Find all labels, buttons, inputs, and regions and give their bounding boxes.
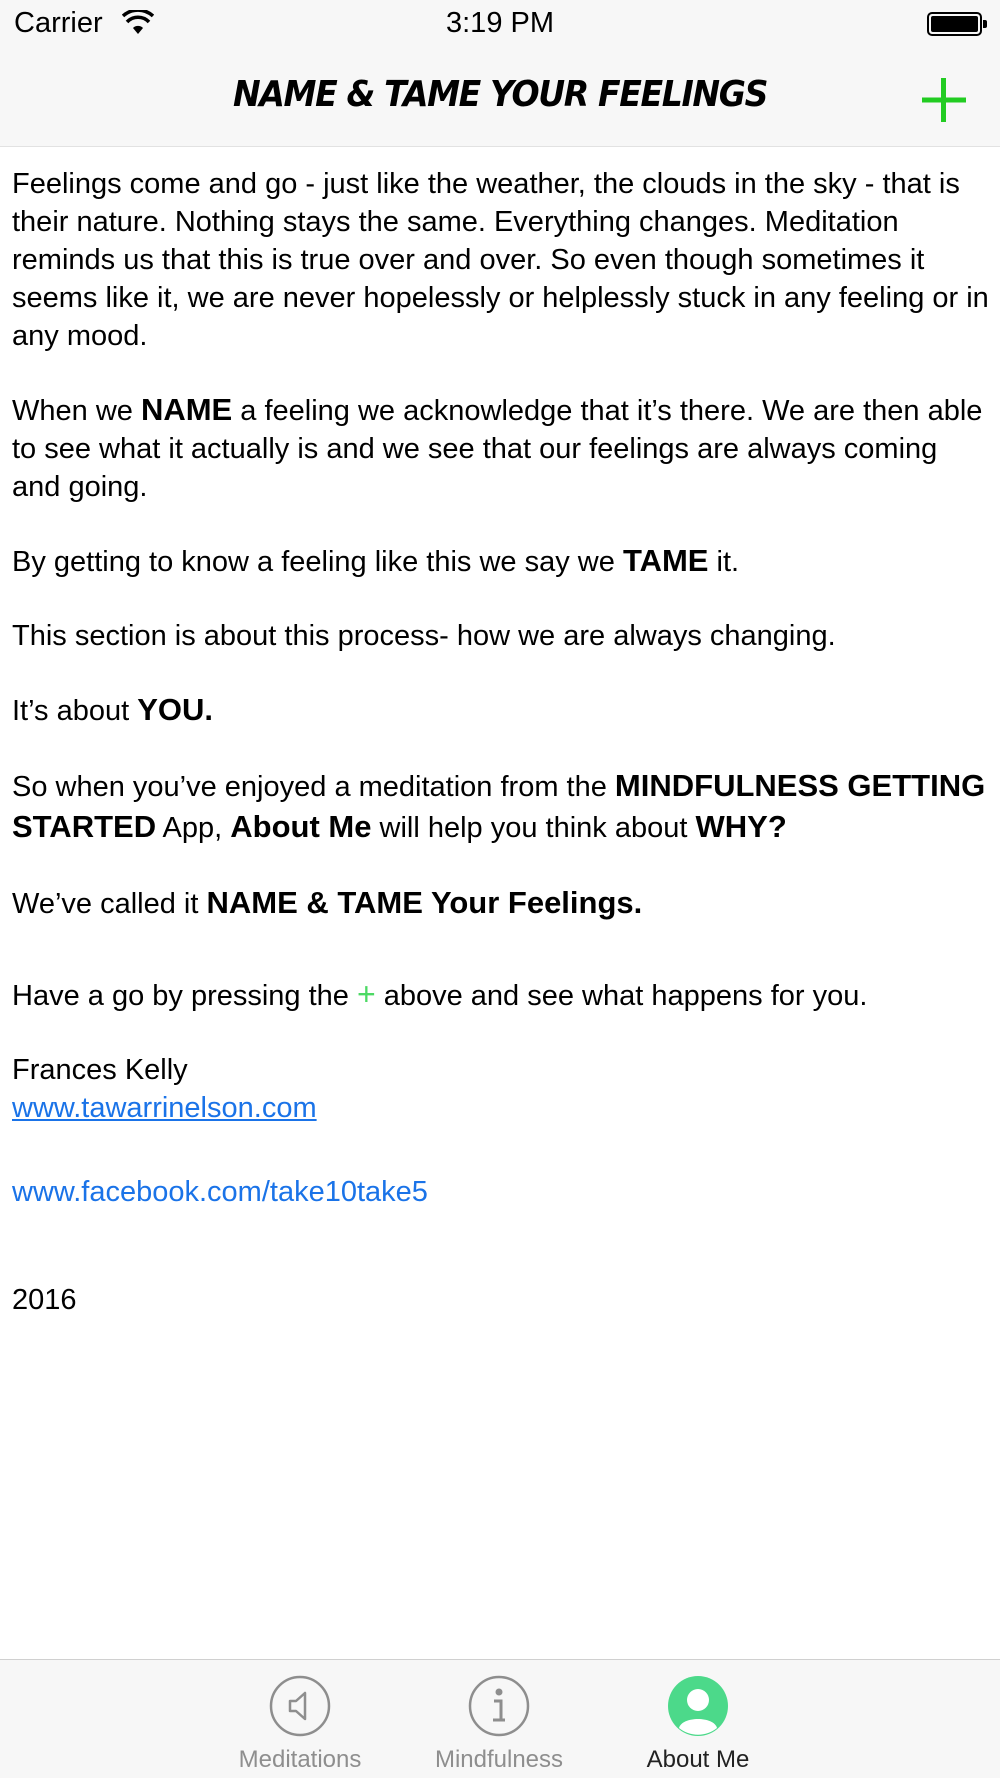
called-it-paragraph: We’ve called it NAME & TAME Your Feelings. [12,885,643,920]
add-button[interactable] [915,74,973,126]
tame-paragraph: By getting to know a feeling like this we say we TAME it. [12,543,740,578]
navigation-bar [0,50,1000,147]
facebook-link[interactable]: www.facebook.com/take10take5 [12,1176,428,1208]
status-bar [0,0,1000,50]
year-label: 2016 [12,1284,77,1316]
have-a-go-paragraph: Have a go by pressing the + above and see what happens for you. [12,976,868,1012]
about-you-paragraph: It’s about YOU. [12,692,214,727]
person-icon [666,1674,730,1738]
tab-about-me[interactable] [618,1674,778,1774]
why-paragraph: So when you’ve enjoyed a meditation from the MINDFULNESS GETTING STARTED App, About Me will help you think about WHY? [12,768,986,844]
tab-mindfulness[interactable] [419,1674,579,1774]
about-content [12,165,992,1319]
tab-mindfulness-label: Mindfulness [434,1746,564,1773]
author-name: Frances Kelly [12,1054,188,1086]
info-icon [467,1674,531,1738]
carrier-label: Carrier [14,7,103,39]
name-paragraph: When we NAME a feeling we acknowledge that it’s there. We are then able to see what it actually is and we see that our feelings are always coming and going. [12,392,983,503]
process-paragraph: This section is about this process- how we are always changing. [12,620,836,652]
website-link[interactable]: www.tawarrinelson.com [12,1092,317,1124]
tab-meditations-label: Meditations [238,1746,362,1773]
intro-paragraph: Feelings come and go - just like the weather, the clouds in the sky - that is their nature. Nothing stays the same. Everything changes. Meditation reminds us that this is true over and over. So even though sometimes it seems like it, we are never hopelessly or helplessly stuck in any feeling or in any mood. [12,168,989,352]
tab-about-me-label: About Me [646,1746,750,1773]
tab-bar [0,1659,1000,1778]
speaker-icon [268,1674,332,1738]
page-title: NAME & TAME YOUR FEELINGS [232,74,768,115]
plus-icon: + [356,976,376,1012]
clock: 3:19 PM [446,7,554,39]
battery-icon [927,12,982,36]
tab-meditations[interactable] [220,1674,380,1774]
